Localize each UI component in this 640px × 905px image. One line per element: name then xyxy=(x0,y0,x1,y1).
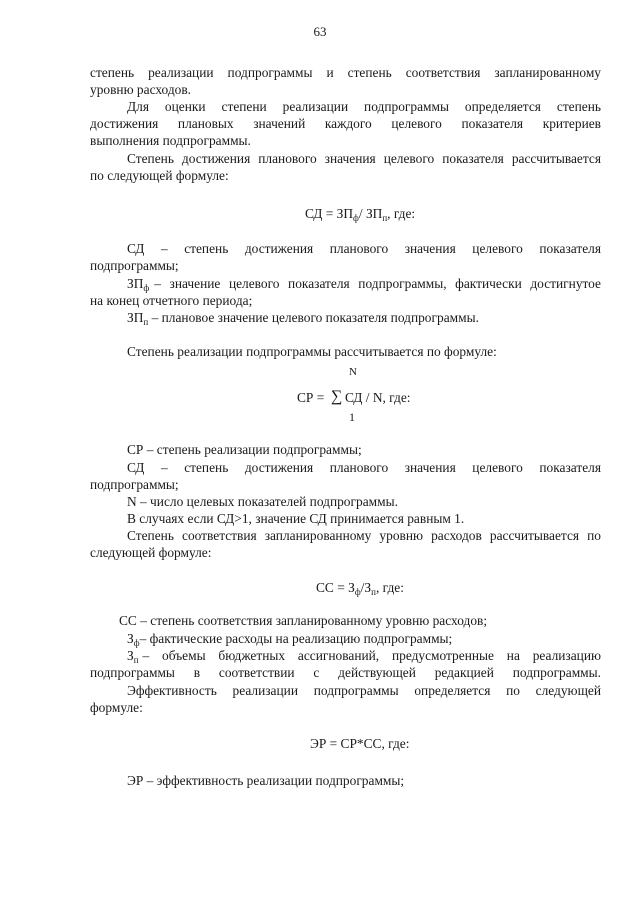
text-line: Эффективность реализации подпрограммы определяется по следующей xyxy=(127,683,601,698)
term-zpp: $ЗП_п$ xyxy=(127,310,149,327)
sigma-lower: 1 xyxy=(349,410,355,424)
formula-sr-rhs: СД / N, где: xyxy=(345,390,411,405)
text-line: по следующей формуле: xyxy=(90,168,229,183)
definition-zp: $З_п$ – объемы бюджетных ассигнований, предусмотренные на реализацию xyxy=(127,648,601,665)
text-line: СД – степень достижения планового значения целевого показателя xyxy=(127,241,601,256)
page-number: 63 xyxy=(313,24,327,39)
definition-zpp: $ЗП_п$ – плановое значение целевого показателя подпрограммы. xyxy=(127,310,479,327)
sigma-symbol: ∑ xyxy=(331,388,343,405)
text-line: ЭР – эффективность реализации подпрограммы; xyxy=(127,773,405,788)
text-line: формуле: xyxy=(90,700,143,715)
text-line: Степень достижения планового значения целевого показателя рассчитывается xyxy=(127,151,601,166)
sigma-upper: N xyxy=(349,366,357,378)
text-line: следующей формуле: xyxy=(90,545,212,560)
text-line: подпрограммы в соответствии с действующей редакцией подпрограммы. xyxy=(90,665,601,680)
formula-sd: СД = $ЗП_ф/$ $ЗП_п$, где: xyxy=(305,206,416,223)
text-line: выполнения подпрограммы. xyxy=(90,133,251,148)
text-line: на конец отчетного периода; xyxy=(90,293,253,308)
text-line: степень реализации подпрограммы и степень соответствия запланированному xyxy=(90,65,601,80)
definition-zpf: $ЗП_ф$ – значение целевого показателя подпрограммы, фактически достигнутое xyxy=(127,276,601,293)
text-line: уровню расходов. xyxy=(90,82,192,97)
formula-cc: СС = $З_ф/З_п$, где: xyxy=(316,580,404,597)
text-line: подпрограммы; xyxy=(90,258,179,273)
text-line: СД – степень достижения планового значения целевого показателя xyxy=(127,460,601,475)
term-zf: $З_ф$ xyxy=(127,631,140,648)
text-line: СР – степень реализации подпрограммы; xyxy=(127,442,362,457)
text-line: СС – степень соответствия запланированному уровню расходов; xyxy=(119,613,488,628)
definition-zf: $З_ф-$ фактические расходы на реализацию подпрограммы; xyxy=(127,631,453,648)
text-line: Степень реализации подпрограммы рассчитывается по формуле: xyxy=(127,344,497,359)
formula-sr-lhs: СР = xyxy=(297,390,325,405)
text-line: достижения плановых значений каждого целевого показателя критериев xyxy=(90,116,601,131)
text-line: Для оценки степени реализации подпрограммы определяется степень xyxy=(127,99,601,114)
text-line: В случаях если СД>1, значение СД принимается равным 1. xyxy=(127,511,465,526)
term-zp: $З_п$ xyxy=(127,648,139,665)
text-line: подпрограммы; xyxy=(90,477,179,492)
formula-er: ЭР = СР*СС, где: xyxy=(310,736,410,751)
term-zpf: $ЗП_ф$ xyxy=(127,276,150,293)
text-line: Степень соответствия запланированному уровню расходов рассчитывается по xyxy=(127,528,601,543)
text-line: N – число целевых показателей подпрограммы. xyxy=(127,494,398,509)
